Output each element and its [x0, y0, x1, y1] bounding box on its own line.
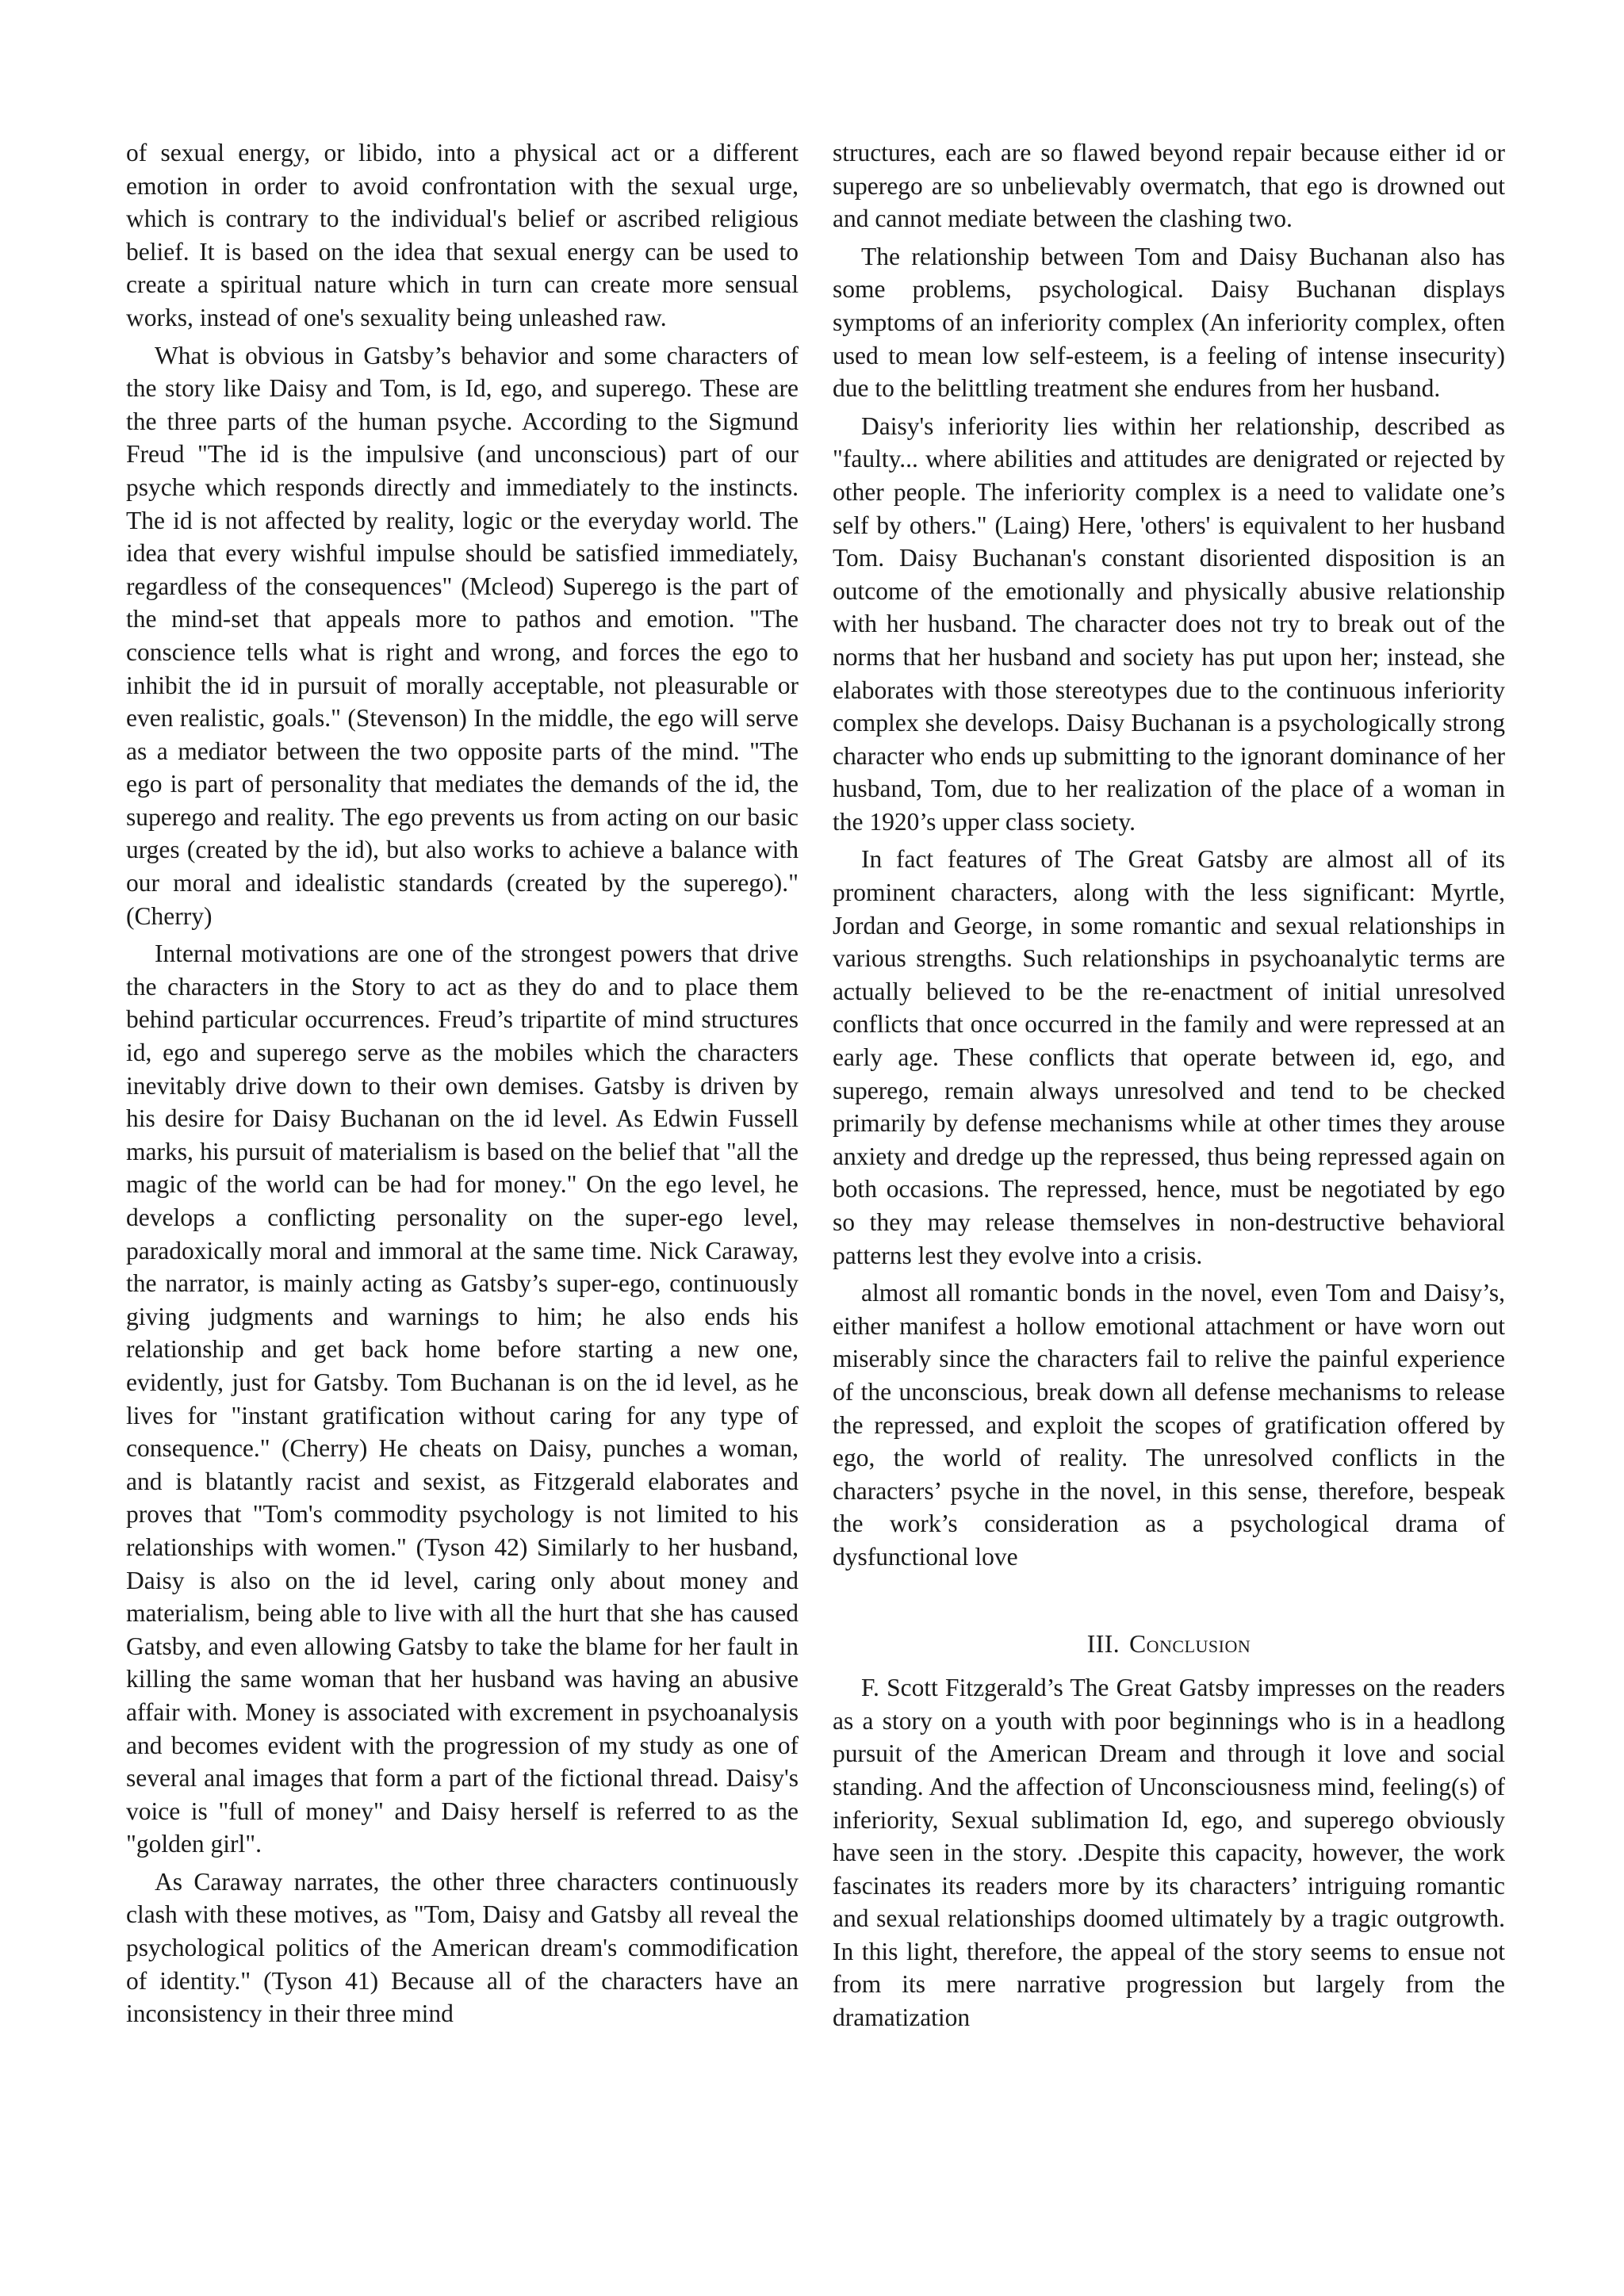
paragraph-caraway-narrates: As Caraway narrates, the other three characters continuously clash with these motives, as "Tom, Daisy and Gatsby all reveal the psychological politics of the American dream's commodification of identity." (Tyson 41) Because all of the characters have an inconsistency in their three mind [126, 1867, 799, 2028]
left-column [126, 136, 799, 2035]
paragraph-tom-daisy-relationship: The relationship between Tom and Daisy Buchanan also has some problems, psychological. Daisy Buchanan displays symptoms of an inferiority complex (An inferiority complex, often used to mean low self-esteem, is a feeling of intense insecurity) due to the belittling treatment she endures from her husband. [833, 242, 1505, 403]
paragraph-sublimation-continued: of sexual energy, or libido, into a physical act or a different emotion in order to avoid confrontation with the sexual urge, which is contrary to the individual's belief or ascribed religious belief. It is based on the idea that sexual energy can be used to create a spiritual nature which in turn can create more sensual works, instead of one's sexuality being unleashed raw. [126, 139, 799, 331]
paragraph-conclusion: F. Scott Fitzgerald’s The Great Gatsby impresses on the readers as a story on a youth with poor beginnings who is in a headlong pursuit of the American Dream and through it love and social standing. And the affection of Unconsciousness mind, feeling(s) of inferiority, Sexual sublimation Id, ego, and superego obviously have seen in the story. .Despite this capacity, however, the work fascinates its readers more by its characters’ intriguing romantic and sexual relationships doomed ultimately by a tragic outgrowth. In this light, therefore, the appeal of the story seems to ensue not from its mere narrative progression but largely from the dramatization [833, 1674, 1505, 2032]
section-title: Conclusion [1129, 1629, 1251, 1658]
paragraph-id-ego-superego: What is obvious in Gatsby’s behavior and some characters of the story like Daisy and Tom, is Id, ego, and superego. These are the three parts of the human psyche. According to the Sigmund Freud "The id is the impulsive (and unconscious) part of our psyche which responds directly and immediately to the instincts. The id is not affected by reality, logic or the everyday world. The idea that every wishful impulse should be satisfied immediately, regardless of the consequences" (Mcleod) Superego is the part of the mind-set that appeals more to pathos and emotion. "The conscience tells what is right and wrong, and forces the ego to inhibit the id in pursuit of morally acceptable, not pleasurable or even realistic, goals." (Stevenson) In the middle, the ego will serve as a mediator between the two opposite parts of the mind. "The ego is part of personality that mediates the demands of the id, the superego and reality. The ego prevents us from acting on our basic urges (created by the id), but also works to achieve a balance with our moral and idealistic standards (created by the superego)." (Cherry) [126, 341, 799, 930]
paragraph-mind-structures-continued: structures, each are so flawed beyond repair because either id or superego are so unbelievably overmatch, that ego is drowned out and cannot mediate between the clashing two. [833, 139, 1505, 233]
section-number: III. [1086, 1629, 1120, 1658]
right-column [833, 136, 1505, 2039]
paragraph-daisy-inferiority: Daisy's inferiority lies within her relationship, described as "faulty... where abilities and attitudes are denigrated or rejected by other people. The inferiority complex is a need to validate one’s self by others." (Laing) Here, 'others' is equivalent to her husband Tom. Daisy Buchanan's constant disoriented disposition is an outcome of the emotionally and physically abusive relationship with her husband. The character does not try to break out of the norms that her husband and society has put upon her; instead, she elaborates with those stereotypes due to the continuous inferiority complex she develops. Daisy Buchanan is a psychologically strong character who ends up submitting to the ignorant dominance of her husband, Tom, due to her realization of the place of a woman in the 1920’s upper class society. [833, 411, 1505, 836]
paragraph-romantic-bonds: almost all romantic bonds in the novel, even Tom and Daisy’s, either manifest a hollow emotional attachment or have worn out miserably since the characters fail to relive the painful experience of the unconscious, break down all defense mechanisms to release the repressed, and exploit the scopes of gratification offered by ego, the world of reality. The unresolved conflicts in the characters’ psyche in the novel, in this sense, therefore, bespeak the work’s consideration as a psychological drama of dysfunctional love [833, 1279, 1505, 1571]
paragraph-internal-motivations: Internal motivations are one of the strongest powers that drive the characters in the Story to act as they do and to place them behind particular occurrences. Freud’s tripartite of mind structures id, ego and superego serve as the mobiles which the characters inevitably drive down to their own demises. Gatsby is driven by his desire for Daisy Buchanan on the id level. As Edwin Fussell marks, his pursuit of materialism is based on the belief that "all the magic of the world can be had for money." On the ego level, he develops a conflicting personality on the super-ego level, paradoxically moral and immoral at the same time. Nick Caraway, the narrator, is mainly acting as Gatsby’s super-ego, continuously giving judgments and warnings to him; he also ends his relationship and get back home before starting a new one, evidently, just for Gatsby. Tom Buchanan is on the id level, as he lives for "instant gratification without caring for any type of consequence." (Cherry) He cheats on Daisy, punches a woman, and is blatantly racist and sexist, as Fitzgerald elaborates and proves that "Tom's commodity psychology is not limited to his relationships with women." (Tyson 42) Similarly to her husband, Daisy is also on the id level, caring only about money and materialism, being able to live with all the hurt that she has caused Gatsby, and even allowing Gatsby to take the blame for her fault in killing the same woman that her husband was having an abusive affair with. Money is associated with excrement in psychoanalysis and becomes evident with the progression of my study as one of several anal images that form a part of the fictional thread. Daisy's voice is "full of money" and Daisy herself is referred to as the "golden girl". [126, 939, 799, 1858]
paragraph-romantic-relationships: In fact features of The Great Gatsby are almost all of its prominent characters, along with the less significant: Myrtle, Jordan and George, in some romantic and sexual relationships in various strengths. Such relationships in psychoanalytic terms are actually believed to be the re-enactment of initial unresolved conflicts that once occurred in the family and were repressed at an early age. These conflicts that operate between id, ego, and superego, remain always unresolved and tend to be checked primarily by defense mechanisms while at other times they arouse anxiety and dredge up the repressed, thus being repressed again on both occasions. The repressed, hence, must be negotiated by ego so they may release themselves in non-destructive behavioral patterns lest they evolve into a crisis. [833, 845, 1505, 1269]
section-heading-conclusion [833, 1628, 1505, 1661]
